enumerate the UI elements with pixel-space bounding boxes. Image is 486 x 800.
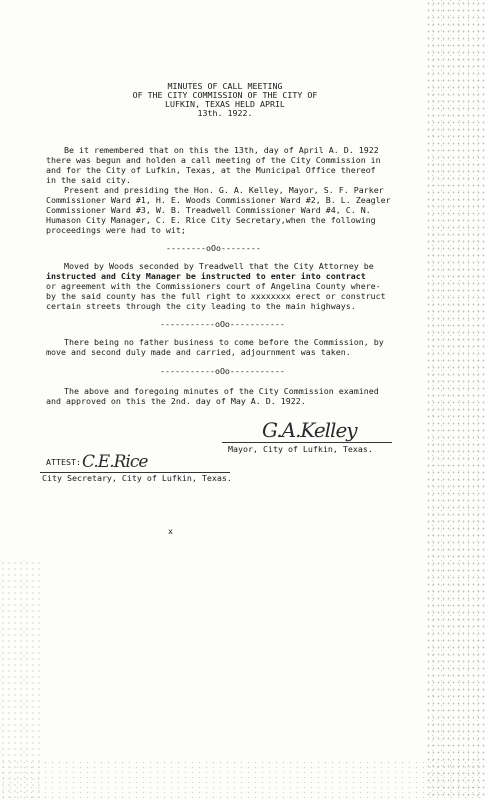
paragraph-line: in the said city. (46, 175, 131, 185)
paragraph-line: Be it remembered that on this the 13th, day of April A. D. 1922 (64, 145, 379, 155)
separator: --------oOo-------- (166, 243, 261, 253)
title-line-4: 13th. 1922. (197, 108, 253, 118)
title-line-2: OF THE CITY COMMISSION OF THE CITY OF (132, 90, 318, 100)
paragraph-line: Humason City Manager, C. E. Rice City Secretary,when the following (46, 215, 376, 225)
paragraph-line: proceedings were had to wit; (46, 225, 186, 235)
separator: -----------oOo----------- (160, 319, 285, 329)
paragraph-line: or agreement with the Commissioners court of Angelina County where- (46, 281, 381, 291)
paragraph-line: move and second duly made and carried, adjournment was taken. (46, 347, 351, 357)
paragraph-line: Moved by Woods seconded by Treadwell that the City Attorney be (64, 261, 374, 271)
mayor-signature: G.A.Kelley (262, 418, 357, 442)
paragraph-line: instructed and City Manager be instructed to enter into contract (46, 271, 366, 281)
secretary-signature: C.E.Rice (82, 452, 148, 472)
paragraph-line: by the said county has the full right to xxxxxxxx erect or construct (46, 291, 386, 301)
paragraph-line: certain streets through the city leading to the main highways. (46, 301, 356, 311)
separator: -----------oOo----------- (160, 366, 285, 376)
paragraph-line: The above and foregoing minutes of the City Commission examined (64, 386, 379, 396)
footer-mark: x (168, 526, 173, 536)
paragraph-line: Present and presiding the Hon. G. A. Kelley, Mayor, S. F. Parker (64, 185, 384, 195)
paragraph-line: Commissioner Ward #1, H. E. Woods Commissioner Ward #2, B. L. Zeagler (46, 195, 391, 205)
paragraph-line: there was begun and holden a call meeting of the City Commission in (46, 155, 381, 165)
paragraph-line: and for the City of Lufkin, Texas, at the Municipal Office thereof (46, 165, 376, 175)
paragraph-line: and approved on this the 2nd. day of May A. D. 1922. (46, 396, 306, 406)
scan-noise-right (426, 0, 486, 800)
paragraph-line: Commissioner Ward #3, W. B. Treadwell Commissioner Ward #4, C. N. (46, 205, 371, 215)
paragraph-line: There being no father business to come before the Commission, by (64, 337, 384, 347)
scan-noise-bottom (0, 760, 486, 800)
title-line-3: LUFKIN, TEXAS HELD APRIL (165, 99, 285, 109)
secretary-caption: City Secretary, City of Lufkin, Texas. (42, 473, 232, 483)
mayor-signature-line (222, 442, 392, 443)
mayor-caption: Mayor, City of Lufkin, Texas. (228, 444, 373, 454)
attest-label: ATTEST: (46, 457, 81, 467)
title-line-1: MINUTES OF CALL MEETING (167, 81, 283, 91)
